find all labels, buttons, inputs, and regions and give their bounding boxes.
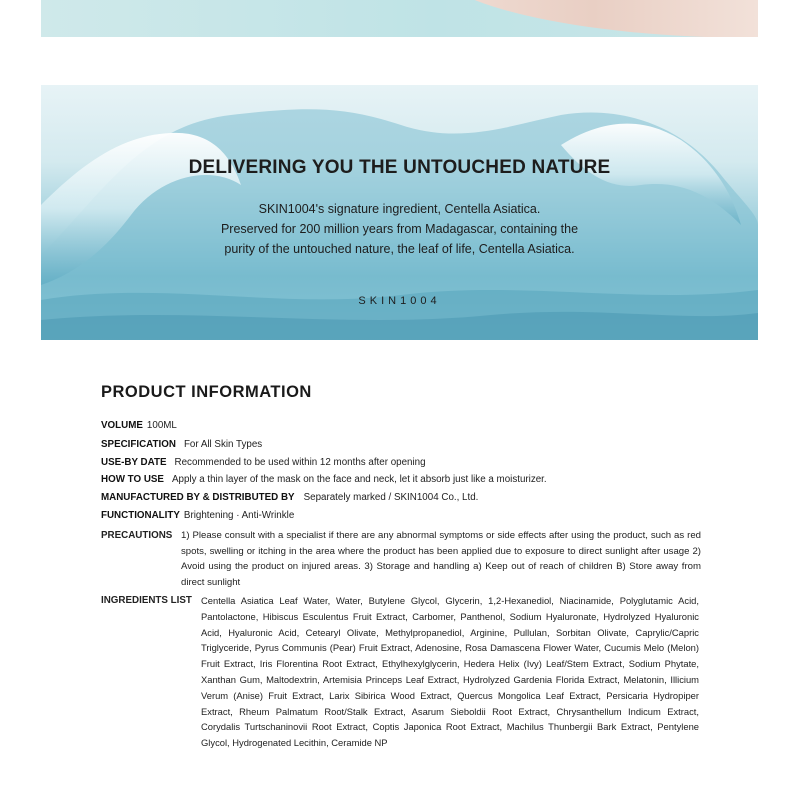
- banner-text-block: [41, 85, 758, 340]
- functionality-label: FUNCTIONALITY: [101, 510, 180, 521]
- ingredients-text: Centella Asiatica Leaf Water, Water, Butylene Glycol, Glycerin, 1,2-Hexanediol, Niacinamide, Polyglutamic Acid, Pantolactone, Hibiscus Esculentus Fruit Extract, Carbomer, Panthenol, Sodium Hyaluronate, Hydrolyzed Hyaluronic Acid, Hyaluronic Acid, Cetearyl Olivate, Methylpropanediol, Arginine, Pullulan, Sorbitan Olivate, Caprylic/Capric Triglyceride, Pyrus Communis (Pear) Fruit Extract, Adenosine, Rosa Damascena Flower Water, Cucumis Melo (Melon) Fruit Extract, Iris Florentina Root Extract, Ethylhexylglycerin, Hedera Helix (Ivy) Leaf/Stem Extract, Sodium Phytate, Xanthan Gum, Maltodextrin, Artemisia Princeps Leaf Extract, Hydrolyzed Gardenia Florida Extract, Melatonin, Illicium Verum (Anise) Fruit Extract, Larix Sibirica Wood Extract, Quercus Mongolica Leaf Extract, Persicaria Hydropiper Extract, Rheum Palmatum Root/Stalk Extract, Asarum Sieboldii Root Extract, Chrysanthellum Indicum Extract, Corydalis Turtschaninovii Root Extract, Coptis Japonica Root Extract, Machilus Thunbergii Bark Extract, Pentylene Glycol, Hydrogenated Lecithin, Ceramide NP: [201, 595, 699, 749]
- use-by-date-row: [101, 455, 426, 471]
- how-to-use-row: [101, 472, 547, 488]
- how-to-use-value: Apply a thin layer of the mask on the face and neck, let it absorb just like a moisturizer.: [171, 474, 547, 485]
- volume-row: [101, 418, 177, 434]
- precautions-label: PRECAUTIONS: [101, 530, 173, 541]
- use-by-date-value: Recommended to be used within 12 months after opening: [174, 457, 426, 468]
- precautions-text: 1) Please consult with a specialist if there are any abnormal symptoms or side effects after using the product, such as red spots, swelling or itching in the area where the product has been applied due to exposure to direct sunlight after usage 2) Avoid using the product on injured areas. 3) Storage and handling a) Keep out of reach of children B) Store away from direct sunlight: [181, 530, 701, 588]
- top-product-image-strip: [41, 0, 758, 37]
- ingredients-label: INGREDIENTS LIST: [101, 595, 192, 606]
- volume-label: VOLUME: [101, 420, 143, 431]
- specification-value: For All Skin Types: [183, 439, 263, 450]
- product-information-heading: PRODUCT INFORMATION: [101, 383, 312, 401]
- banner-line-1: SKIN1004's signature ingredient, Centella Asiatica.: [258, 202, 541, 216]
- skin-shoulder-image: [428, 0, 758, 37]
- use-by-date-label: USE-BY DATE: [101, 457, 167, 468]
- manufacturer-row: [101, 490, 478, 506]
- specification-row: [101, 437, 262, 453]
- volume-value: 100ML: [146, 420, 177, 431]
- specification-label: SPECIFICATION: [101, 439, 176, 450]
- how-to-use-label: HOW TO USE: [101, 474, 164, 485]
- banner-title: DELIVERING YOU THE UNTOUCHED NATURE: [188, 157, 611, 178]
- functionality-value: Brightening · Anti-Wrinkle: [183, 510, 295, 521]
- banner-line-2: Preserved for 200 million years from Madagascar, containing the: [220, 222, 579, 236]
- manufacturer-value: Separately marked / SKIN1004 Co., Ltd.: [303, 492, 479, 503]
- manufacturer-label: MANUFACTURED BY & DISTRIBUTED BY: [101, 492, 295, 503]
- ocean-wave-banner: [41, 85, 758, 340]
- banner-brand: SKIN1004: [358, 295, 441, 307]
- functionality-row: [101, 508, 294, 524]
- banner-line-3: purity of the untouched nature, the leaf of life, Centella Asiatica.: [224, 242, 575, 256]
